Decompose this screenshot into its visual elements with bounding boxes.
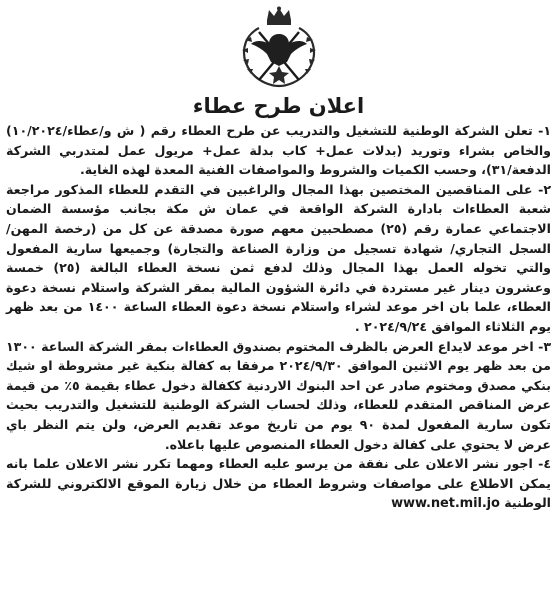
paragraph-2: ٢- على المناقصين المختصين بهذا المجال والراغبين في التقدم للعطاء المذكور مراجعة شعبة العطاءات بادارة الشركة الواقعة في عمان ش مكة بجانب مؤسسة الضمان الاجتماعي عمارة رقم (٢٥) مصطحبين معهم صورة مصدقة عن كل من (رخصة المهن/ السجل التجاري/ شهادة تسجيل من وزارة الصناعة والتجارة) وجميعها سارية المفعول والتي تخوله العمل بهذا المجال وذلك لدفع ثمن نسخة العطاء البالغة (٢٥) خمسة وعشرون دينار غير مستردة في دائرة الشؤون المالية بمقر الشركة واستلام نسخة دعوة العطاء، علما بان اخر موعد لشراء واستلام نسخة دعوة العطاء الساعة ١٤٠٠ من بعد ظهر يوم الثلاثاء الموافق ٢٠٢٤/٩/٢٤ . xyxy=(6,181,551,334)
armed-forces-emblem-icon xyxy=(229,6,329,92)
paragraph-4-text: ٤- اجور نشر الاعلان على نفقة من يرسو عليه العطاء ومهما تكرر نشر الاعلان علما بانه يمكن الاطلاع على مواصفات وشروط العطاء من خلال زيارة الموقع الالكتروني للشركة الوطنية xyxy=(6,456,551,511)
paragraph-4 xyxy=(6,454,551,514)
page-title: اعلان طرح عطاء xyxy=(192,94,365,118)
paragraph-3: ٣- اخر موعد لايداع العرض بالظرف المختوم بصندوق العطاءات بمقر الشركة الساعة ١٣٠٠ من بعد ظهر يوم الاثنين الموافق ٢٠٢٤/٩/٣٠ مرفقا به كفالة بنكية غير مشروطة او شيك بنكي مصدق ومختوم صادر عن احد البنوك الاردنية ككفالة دخول عطاء بقيمة ٥٪ من قيمة عرض المناقص المتقدم للعطاء، وذلك لحساب الشركة الوطنية للتشغيل والتدريب بحيث تكون سارية المفعول لمدة ٩٠ يوم من تاريخ موعد تقديم العرض، ولن يتم النظر باي عرض لا يحتوي على كفالة دخول العطاء المنصوص عليها باعلاه. xyxy=(6,338,551,452)
paragraph-1: ١- تعلن الشركة الوطنية للتشغيل والتدريب عن طرح العطاء رقم ( ش و/عطاء/١٠/٢٠٢٤) والخاص بشراء وتوريد (بدلات عمل+ كاب بدلة عمل+ مريول عمل لمتدربي الشركة الدفعة/٣١)، وحسب الكميات والشروط والمواصفات الفنية المعدة لهذه الغاية. xyxy=(6,123,551,178)
announcement-body xyxy=(6,121,551,589)
website-link[interactable]: www.net.mil.jo xyxy=(391,496,500,512)
